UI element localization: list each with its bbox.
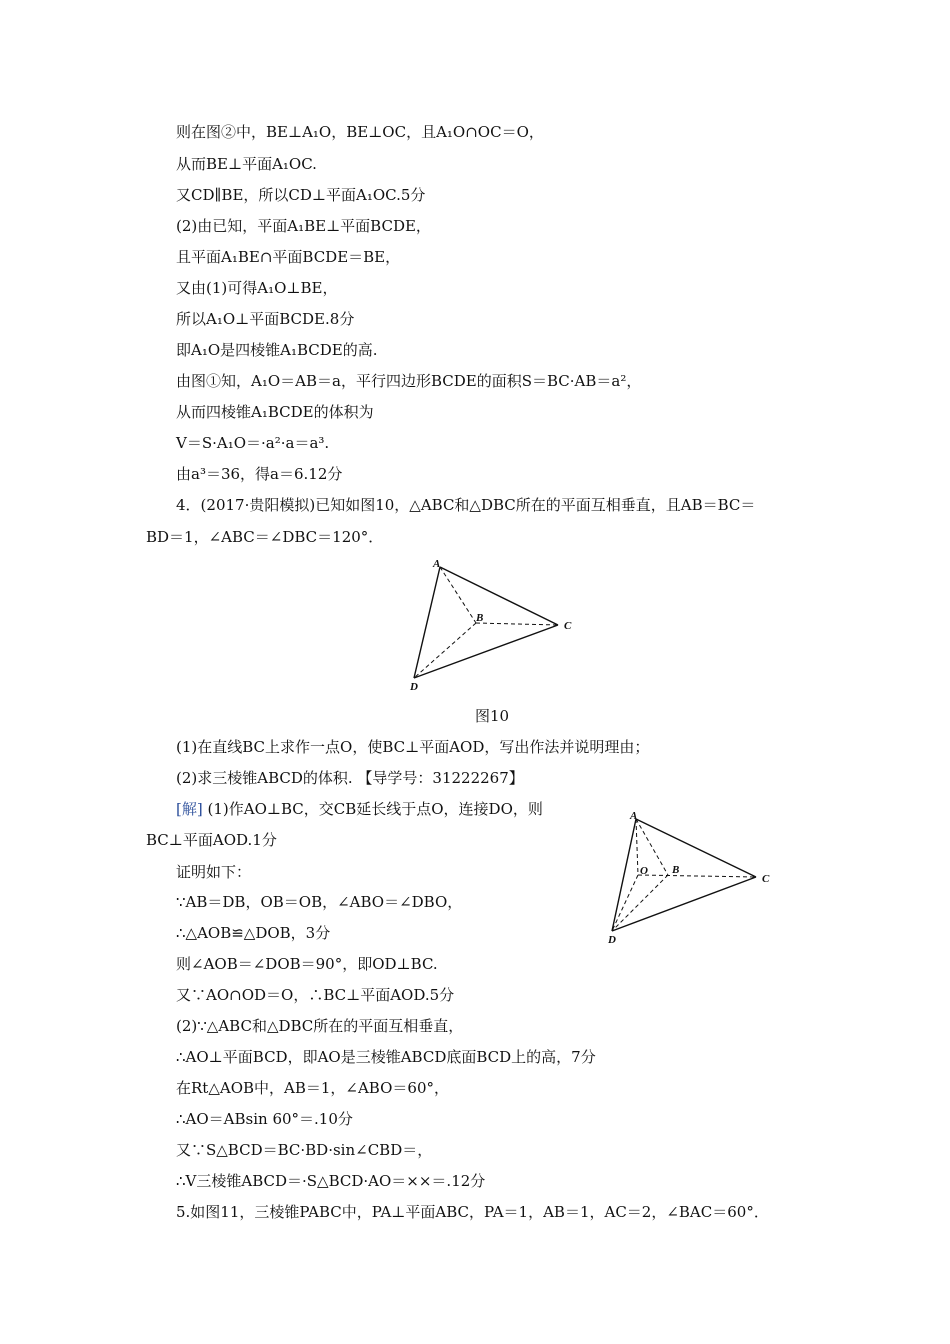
sol-label-A: A: [630, 810, 638, 822]
solution-line-3: 证明如下：: [176, 863, 252, 881]
question-2: (2)求三棱锥ABCD的体积. 【导学号：31222267】: [176, 769, 524, 787]
solution-line-1: [176, 799, 543, 819]
label-C: C: [564, 620, 572, 632]
text-line-9: 由图①知，A₁O＝AB＝a，平行四边形BCDE的面积S＝BC·AB＝a²，: [176, 372, 642, 390]
text-line-11: V＝S·A₁O＝·a²·a＝a³.: [176, 434, 330, 452]
sol-label-B: B: [672, 864, 680, 876]
label-B: B: [476, 612, 484, 624]
solution-figure-diagram: [600, 805, 780, 950]
figure-10: [400, 555, 590, 695]
solution-line-5: ∴△AOB≌△DOB，3分: [176, 924, 331, 942]
problem-4-line-2: BD＝1，∠ABC＝∠DBC＝120°．: [146, 528, 384, 546]
text-line-6: 又由(1)可得A₁O⊥BE，: [176, 279, 338, 297]
figure-10-caption: 图10: [475, 707, 510, 725]
solution-line-11: ∴AO＝ABsin 60°＝.10分: [176, 1110, 353, 1128]
solution-line-7: 又∵AO∩OD＝O，∴BC⊥平面AOD.5分: [176, 986, 455, 1004]
figure-solution: [600, 805, 780, 950]
solution-tag: [解]: [176, 800, 203, 818]
text-line-12: 由a³＝36，得a＝6.12分: [176, 465, 343, 483]
label-A: A: [433, 558, 441, 570]
text-line-5: 且平面A₁BE∩平面BCDE＝BE，: [176, 248, 401, 266]
solution-line-9: ∴AO⊥平面BCD，即AO是三棱锥ABCD底面BCD上的高，7分: [176, 1048, 596, 1066]
label-D: D: [410, 681, 418, 693]
sol-label-D: D: [608, 934, 616, 946]
sol-label-O: O: [640, 865, 648, 877]
text-line-3: 又CD∥BE，所以CD⊥平面A₁OC.5分: [176, 186, 426, 204]
solution-line-4: ∵AB＝DB，OB＝OB，∠ABO＝∠DBO，: [176, 893, 463, 911]
question-1: (1)在直线BC上求作一点O，使BC⊥平面AOD，写出作法并说明理由；: [176, 738, 650, 756]
solution-line-2: BC⊥平面AOD.1分: [146, 831, 277, 849]
text-line-7: 所以A₁O⊥平面BCDE.8分: [176, 310, 355, 328]
text-line-10: 从而四棱锥A₁BCDE的体积为: [176, 403, 374, 421]
solution-line-13: ∴V三棱锥ABCD＝·S△BCD·AO＝××＝.12分: [176, 1172, 486, 1190]
sol-label-C: C: [762, 873, 770, 885]
problem-4-line-1: 4．(2017·贵阳模拟)已知如图10，△ABC和△DBC所在的平面互相垂直，且AB＝BC＝: [176, 496, 756, 514]
solution-line-6: 则∠AOB＝∠DOB＝90°，即OD⊥BC.: [176, 955, 438, 973]
solution-line-12: 又∵S△BCD＝BC·BD·sin∠CBD＝，: [176, 1141, 433, 1159]
solution-first-text: (1)作AO⊥BC，交CB延长线于点O，连接DO，则: [202, 800, 543, 818]
text-line-4: (2)由已知，平面A₁BE⊥平面BCDE，: [176, 217, 431, 235]
text-line-8: 即A₁O是四棱锥A₁BCDE的高.: [176, 341, 378, 359]
figure-10-diagram: [400, 555, 590, 695]
text-line-1: 则在图②中，BE⊥A₁O，BE⊥OC，且A₁O∩OC＝O，: [176, 123, 544, 141]
solution-line-10: 在Rt△AOB中，AB＝1，∠ABO＝60°，: [176, 1079, 449, 1097]
text-line-2: 从而BE⊥平面A₁OC.: [176, 155, 317, 173]
solution-line-8: (2)∵△ABC和△DBC所在的平面互相垂直，: [176, 1017, 464, 1035]
problem-5-line: 5.如图11，三棱锥PABC中，PA⊥平面ABC，PA＝1，AB＝1，AC＝2，∠BAC＝60°．: [176, 1203, 769, 1221]
